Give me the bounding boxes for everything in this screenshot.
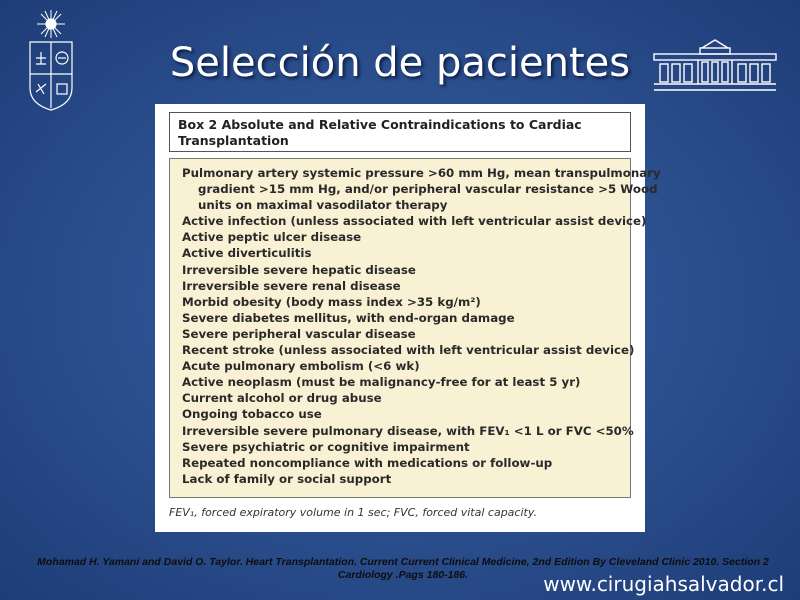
list-item: Irreversible severe hepatic disease xyxy=(182,262,416,277)
slide-title: Selección de pacientes xyxy=(169,40,631,86)
list-item: Active neoplasm (must be malignancy-free for at least 5 yr) xyxy=(182,375,581,390)
list-item: Pulmonary artery systemic pressure >60 mm Hg, mean transpulmonary xyxy=(182,166,661,180)
box-header-line-2: Transplantation xyxy=(178,133,289,148)
box-header xyxy=(169,112,631,152)
list-item: Lack of family or social support xyxy=(182,471,392,486)
box-footnote: FEV₁, forced expiratory volume in 1 sec; FVC, forced vital capacity. xyxy=(169,506,537,519)
list-item: Active diverticulitis xyxy=(182,246,312,261)
list-item: Irreversible severe pulmonary disease, with FEV₁ <1 L or FVC <50% xyxy=(182,423,634,438)
citation-line-2: Cardiology .Pags 180-186. xyxy=(337,569,469,581)
list-item-continuation: units on maximal vasodilator therapy xyxy=(198,198,448,213)
list-item: Severe diabetes mellitus, with end-organ damage xyxy=(182,310,515,325)
list-item: Acute pulmonary embolism (<6 wk) xyxy=(182,359,420,374)
list-item: Morbid obesity (body mass index >35 kg/m²) xyxy=(182,294,481,309)
contraindications-list xyxy=(169,158,661,498)
list-item: Ongoing tobacco use xyxy=(182,407,322,422)
contraindications-box xyxy=(155,104,661,532)
list-item: Irreversible severe renal disease xyxy=(182,278,401,293)
list-item: Severe psychiatric or cognitive impairment xyxy=(182,439,470,454)
list-item: Recent stroke (unless associated with left ventricular assist device) xyxy=(182,343,635,358)
box-header-line-1: Box 2 Absolute and Relative Contraindications to Cardiac xyxy=(178,117,582,132)
list-item: Active infection (unless associated with left ventricular assist device) xyxy=(182,214,647,229)
list-item: Active peptic ulcer disease xyxy=(182,230,362,245)
list-item-continuation: gradient >15 mm Hg, and/or peripheral vascular resistance >5 Wood xyxy=(198,182,658,197)
list-item: Severe peripheral vascular disease xyxy=(182,326,416,341)
website-url: www.cirugiahsalvador.cl xyxy=(543,572,784,596)
list-item: Repeated noncompliance with medications or follow-up xyxy=(182,455,553,470)
citation-line-1: Mohamad H. Yamani and David O. Taylor. Heart Transplantation. Current Current Clinical Medicine, 2nd Edition By Cleveland Clinic 2010. Section 2 xyxy=(37,556,769,568)
list-item: Current alcohol or drug abuse xyxy=(182,391,382,406)
